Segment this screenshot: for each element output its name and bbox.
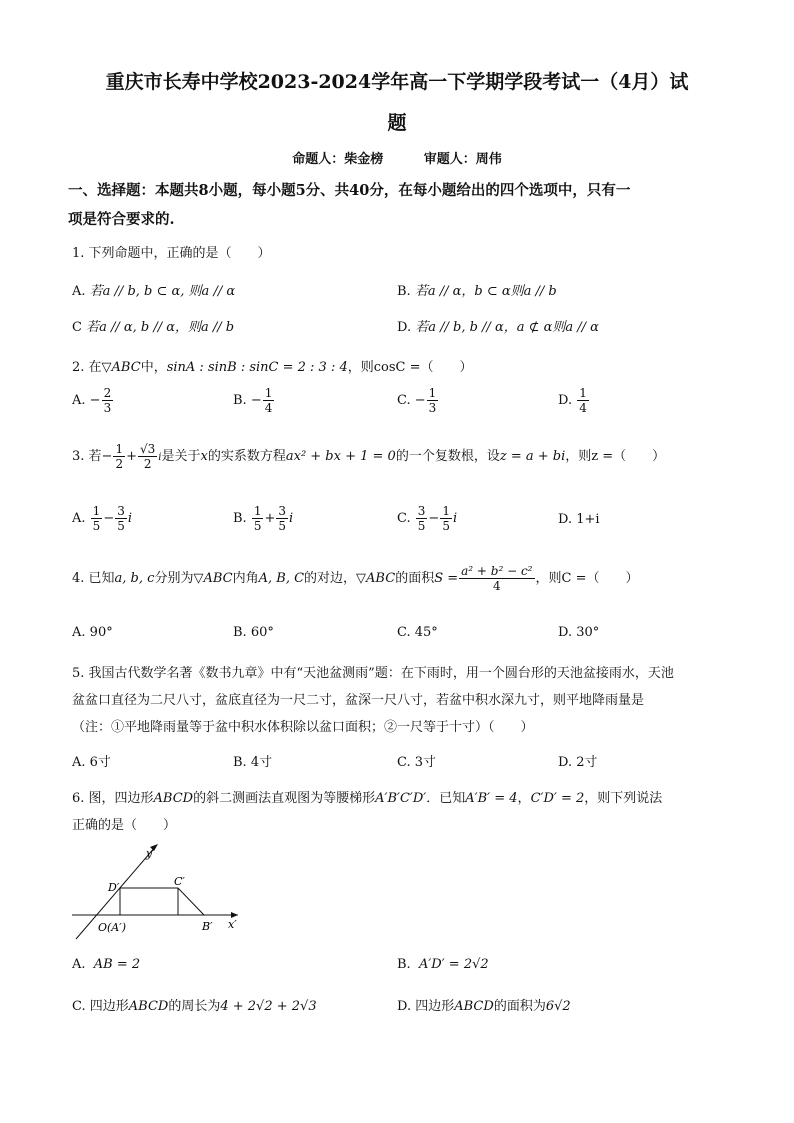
q1-option-d: D. 若a // b, b // α，a ⊄ α则a // α	[397, 320, 599, 335]
q1-option-b: B. 若a // α，b ⊂ α则a // b	[397, 284, 557, 299]
q2-option-a: A. − $\frac{2}{3}$	[72, 386, 112, 415]
q4-option-d: D. 30°	[558, 625, 600, 640]
label-point-c: C′	[174, 875, 185, 888]
q1-option-a: A. 若a // b, b ⊂ α, 则a // α	[72, 284, 236, 299]
q6-option-c: C. 四边形ABCD的周长为4 + 2√2 + 2√3	[72, 999, 317, 1014]
q5-option-c: C. 3寸	[397, 755, 437, 770]
q6-option-d: D. 四边形ABCD的面积为6√2	[397, 999, 571, 1014]
question-4-stem: 4. 已知a, b, c分别为▽ABC内角A, B, C的对边，▽ABC的面积S = $\frac{\text{a² + b² − c²}}{4}$ ，则C =（ ）	[72, 564, 639, 593]
section-heading	[68, 176, 728, 234]
fraction: $\frac{1}{3}$	[428, 386, 437, 415]
authors-line	[0, 148, 794, 167]
fraction: $\frac{1}{2}$	[115, 442, 124, 471]
q3-option-d: D. 1+i	[558, 512, 600, 527]
q5-option-b: B. 4寸	[233, 755, 273, 770]
q6-option-b: B. A′D′ = 2√2	[397, 957, 489, 972]
q2-option-d: D. $\frac{1}{4}$	[558, 386, 587, 415]
q6-option-a: A. AB = 2	[72, 957, 141, 972]
fraction: $\frac{1}{4}$	[264, 386, 273, 415]
page-title-continued: 题	[387, 112, 407, 134]
q1-option-c: C 若a // α, b // α，则a // b	[72, 320, 235, 335]
section-heading-line2: 项是符合要求的.	[68, 211, 175, 228]
q2-option-b: B. − $\frac{1}{4}$	[233, 386, 273, 415]
oblique-projection-figure	[68, 842, 248, 942]
q3-option-c: C. $\frac{3}{5}$ − $\frac{1}{5}$ i	[397, 504, 458, 533]
section-heading-line1: 一、选择题：本题共8小题，每小题5分、共40分，在每小题给出的四个选项中，只有一	[68, 182, 631, 199]
q3-option-b: B. $\frac{1}{5}$ + $\frac{3}{5}$ i	[233, 504, 294, 533]
label-x-axis: x′	[228, 918, 237, 931]
fraction: $\frac{1}{4}$	[579, 386, 587, 415]
fraction: $\frac{\text{a² + b² − c²}}{4}$	[461, 564, 533, 593]
q4-option-a: A. 90°	[72, 625, 113, 640]
q5-option-d: D. 2寸	[558, 755, 598, 770]
question-3-stem: 3. 若− $\frac{1}{2}$ + $\frac{√3}{2}$ i是关于x的实系数方程ax² + bx + 1 = 0的一个复数根，设z = a + bi，则z =（ ）	[72, 442, 666, 471]
question-2-stem: 2. 在▽ABC中，sinA : sinB : sinC = 2 : 3 : 4，则cosC =（ ）	[72, 360, 473, 375]
reviewer-name: 审题人：周伟	[423, 152, 502, 167]
label-point-o: O(A′)	[98, 921, 127, 934]
fraction: $\frac{√3}{2}$	[140, 442, 156, 471]
segment-c-b	[178, 888, 204, 915]
question-6-stem: 6. 图，四边形ABCD的斜二测画法直观图为等腰梯形A′B′C′D′．已知A′B′ = 4，C′D′ = 2，则下列说法 正确的是（ ）	[72, 791, 663, 833]
label-point-b: B′	[202, 920, 213, 933]
q3-option-a: A. $\frac{1}{5}$ − $\frac{3}{5}$ i	[72, 504, 133, 533]
q4-option-c: C. 45°	[397, 625, 438, 640]
label-point-d: D′	[108, 881, 120, 894]
q4-option-b: B. 60°	[233, 625, 274, 640]
page-title: 重庆市长寿中学校2023-2024学年高一下学期学段考试一（4月）试	[105, 71, 689, 93]
fraction: $\frac{2}{3}$	[103, 386, 112, 415]
q2-option-c: C. − $\frac{1}{3}$	[397, 386, 437, 415]
author-name: 命题人：柴金榜	[292, 152, 384, 167]
question-5-stem: 5. 我国古代数学名著《数书九章》中有“天池盆测雨”题：在下雨时，用一个圆台形的天池盆接雨水，天池 盆盆口直径为二尺八寸，盆底直径为一尺二寸，盆深一尺八寸，若盆中积水深九寸，则平地降雨量是 （注：①平地降雨量等于盆中积水体积除以盆口面积；②一尺等于十寸）（ ）	[72, 666, 674, 735]
q5-option-a: A. 6寸	[72, 755, 111, 770]
label-y-axis: y′	[146, 847, 155, 860]
question-1-stem: 1. 下列命题中，正确的是（ ）	[72, 246, 271, 261]
